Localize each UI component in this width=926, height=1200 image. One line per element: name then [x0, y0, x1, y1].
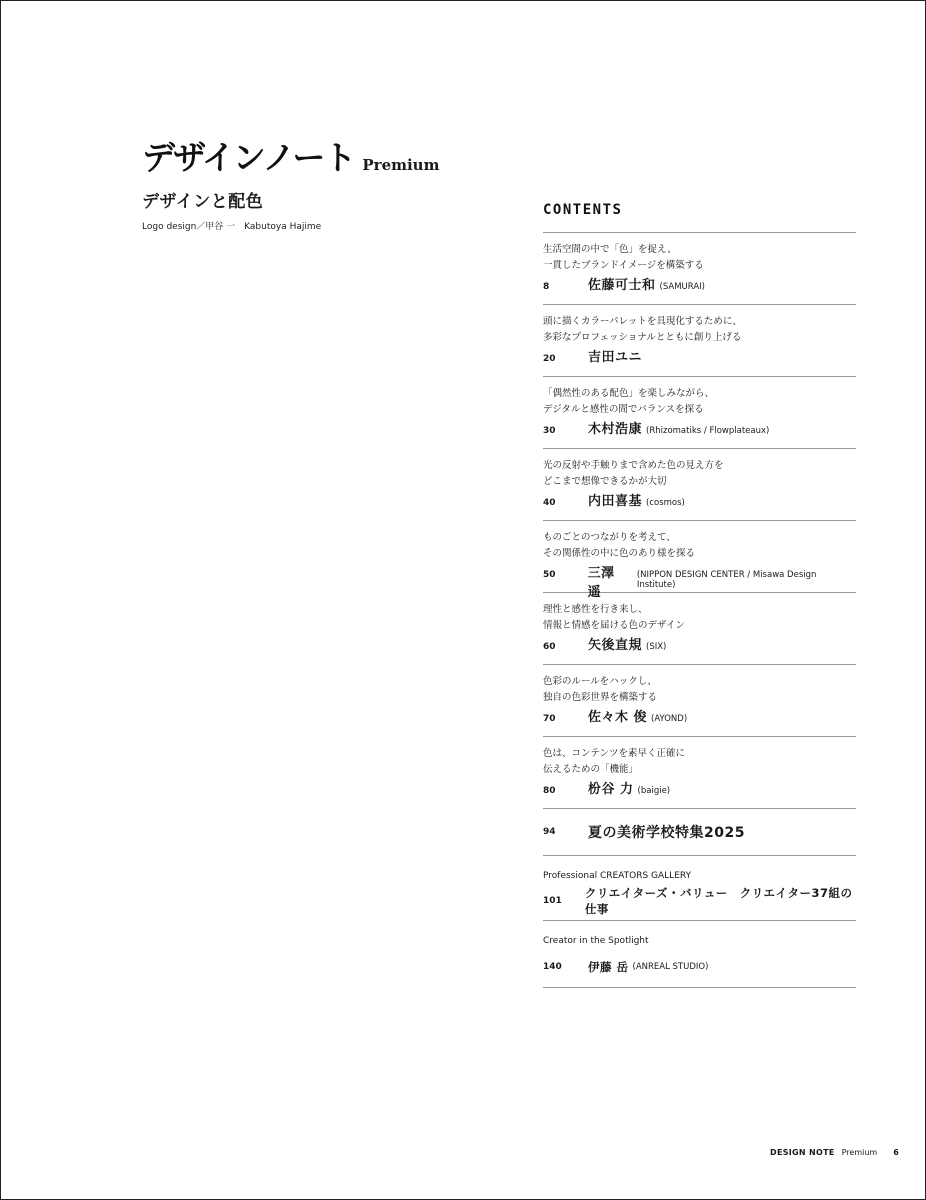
- creator-name: 枌谷 力: [588, 782, 634, 797]
- magazine-logo: デザインノート: [142, 138, 355, 177]
- feature-title: 夏の美術学校特集2025: [588, 825, 745, 841]
- entry-description: [543, 521, 856, 562]
- toc-entry-gallery[interactable]: [543, 856, 856, 921]
- creator-name: 吉田ユニ: [588, 350, 643, 365]
- desc-line: 光の反射や手触りまで含めた色の見え方を: [543, 460, 724, 471]
- page-number: 140: [543, 962, 562, 972]
- page-number: 80: [543, 786, 556, 796]
- desc-line: 生活空間の中で「色」を捉え、: [543, 244, 677, 255]
- creator-affiliation: (AYOND): [651, 714, 688, 724]
- creator-name: 伊藤 岳: [588, 960, 629, 974]
- entry-row: [543, 706, 856, 736]
- toc-entry[interactable]: [543, 737, 856, 809]
- desc-line: 色は、コンテンツを素早く正確に: [543, 748, 686, 759]
- logo-premium: Premium: [362, 156, 440, 174]
- toc-entry[interactable]: [543, 449, 856, 521]
- page-number: 94: [543, 827, 556, 837]
- page-number: 60: [543, 642, 556, 652]
- page-number: 70: [543, 714, 556, 724]
- creator-affiliation: (NIPPON DESIGN CENTER / Misawa Design Institute): [636, 570, 817, 590]
- desc-line: 一貫したブランドイメージを構築する: [543, 260, 704, 271]
- desc-line: 「偶然性のある配色」を楽しみながら、: [543, 388, 715, 399]
- creator-name: 内田喜基: [588, 494, 643, 509]
- table-of-contents: [543, 232, 856, 988]
- issue-title: デザインと配色: [142, 192, 264, 212]
- page-number: 40: [543, 498, 556, 508]
- page-footer: [770, 1148, 899, 1157]
- desc-line: 色彩のルールをハックし、: [543, 676, 657, 687]
- logo-credit: Logo design／甲谷 一 Kabutoya Hajime: [142, 222, 322, 232]
- entry-description: [543, 665, 856, 706]
- footer-brand: DESIGN NOTE: [770, 1148, 835, 1157]
- entry-row: [543, 490, 856, 520]
- entry-row: [543, 882, 856, 920]
- creator-name: 矢後直規: [588, 638, 643, 653]
- footer-page-number: 6: [893, 1148, 899, 1157]
- toc-entry[interactable]: [543, 377, 856, 449]
- desc-line: 情報と情感を届ける色のデザイン: [543, 620, 685, 631]
- entry-description: [543, 377, 856, 418]
- desc-line: 独自の色彩世界を構築する: [543, 692, 658, 703]
- creator-affiliation: (ANREAL STUDIO): [632, 962, 709, 972]
- desc-line: デジタルと感性の間でバランスを探る: [543, 404, 704, 415]
- creator-affiliation: (cosmos): [646, 498, 685, 508]
- desc-line: その関係性の中に色のあり様を探る: [543, 548, 696, 559]
- desc-line: 伝えるための「機能」: [543, 764, 639, 775]
- page-number: 20: [543, 354, 556, 364]
- toc-entry[interactable]: [543, 665, 856, 737]
- toc-entry[interactable]: [543, 521, 856, 600]
- creator-affiliation: (Rhizomatiks / Flowplateaux): [646, 426, 770, 436]
- desc-line: 理性と感性を行き来し、: [543, 604, 648, 615]
- entry-row: [543, 947, 856, 987]
- entry-row: [543, 634, 856, 664]
- section-label: Professional CREATORS GALLERY: [543, 871, 692, 881]
- contents-heading: CONTENTS: [543, 202, 623, 218]
- masthead: [142, 140, 439, 176]
- gallery-title: クリエイターズ・バリュー クリエイター37組の仕事: [584, 886, 853, 916]
- section-label: Creator in the Spotlight: [543, 936, 649, 946]
- toc-entry-spotlight[interactable]: [543, 921, 856, 988]
- toc-entry-feature[interactable]: [543, 809, 856, 856]
- desc-line: 多彩なプロフェッショナルとともに創り上げる: [543, 332, 742, 343]
- toc-entry[interactable]: [543, 305, 856, 377]
- entry-description: [543, 233, 856, 274]
- creator-name: 佐々木 俊: [588, 710, 648, 725]
- entry-row: [543, 274, 856, 304]
- desc-line: どこまで想像できるかが大切: [543, 476, 667, 487]
- entry-row: [543, 809, 856, 855]
- creator-name: 三澤 遥: [587, 566, 615, 600]
- page-number: 30: [543, 426, 556, 436]
- creator-name: 佐藤可士和: [588, 278, 656, 293]
- creator-name: 木村浩康: [588, 422, 643, 437]
- footer-edition: Premium: [841, 1148, 878, 1157]
- creator-affiliation: (baigie): [637, 786, 671, 796]
- entry-description: [543, 593, 856, 634]
- toc-entry[interactable]: [543, 233, 856, 305]
- page-number: 8: [543, 282, 550, 292]
- page-number: 50: [543, 570, 556, 580]
- desc-line: ものごとのつながりを考えて、: [543, 532, 676, 543]
- entry-description: [543, 737, 856, 778]
- entry-description: [543, 305, 856, 346]
- toc-entry[interactable]: [543, 593, 856, 665]
- page-number: 101: [543, 896, 562, 906]
- entry-row: [543, 778, 856, 808]
- entry-description: [543, 449, 856, 490]
- entry-row: [543, 418, 856, 448]
- creator-affiliation: (SIX): [646, 642, 667, 652]
- entry-row: [543, 346, 856, 376]
- creator-affiliation: (SAMURAI): [659, 282, 705, 292]
- entry-row: [543, 562, 856, 600]
- desc-line: 頭に描くカラーパレットを具現化するために、: [543, 316, 742, 327]
